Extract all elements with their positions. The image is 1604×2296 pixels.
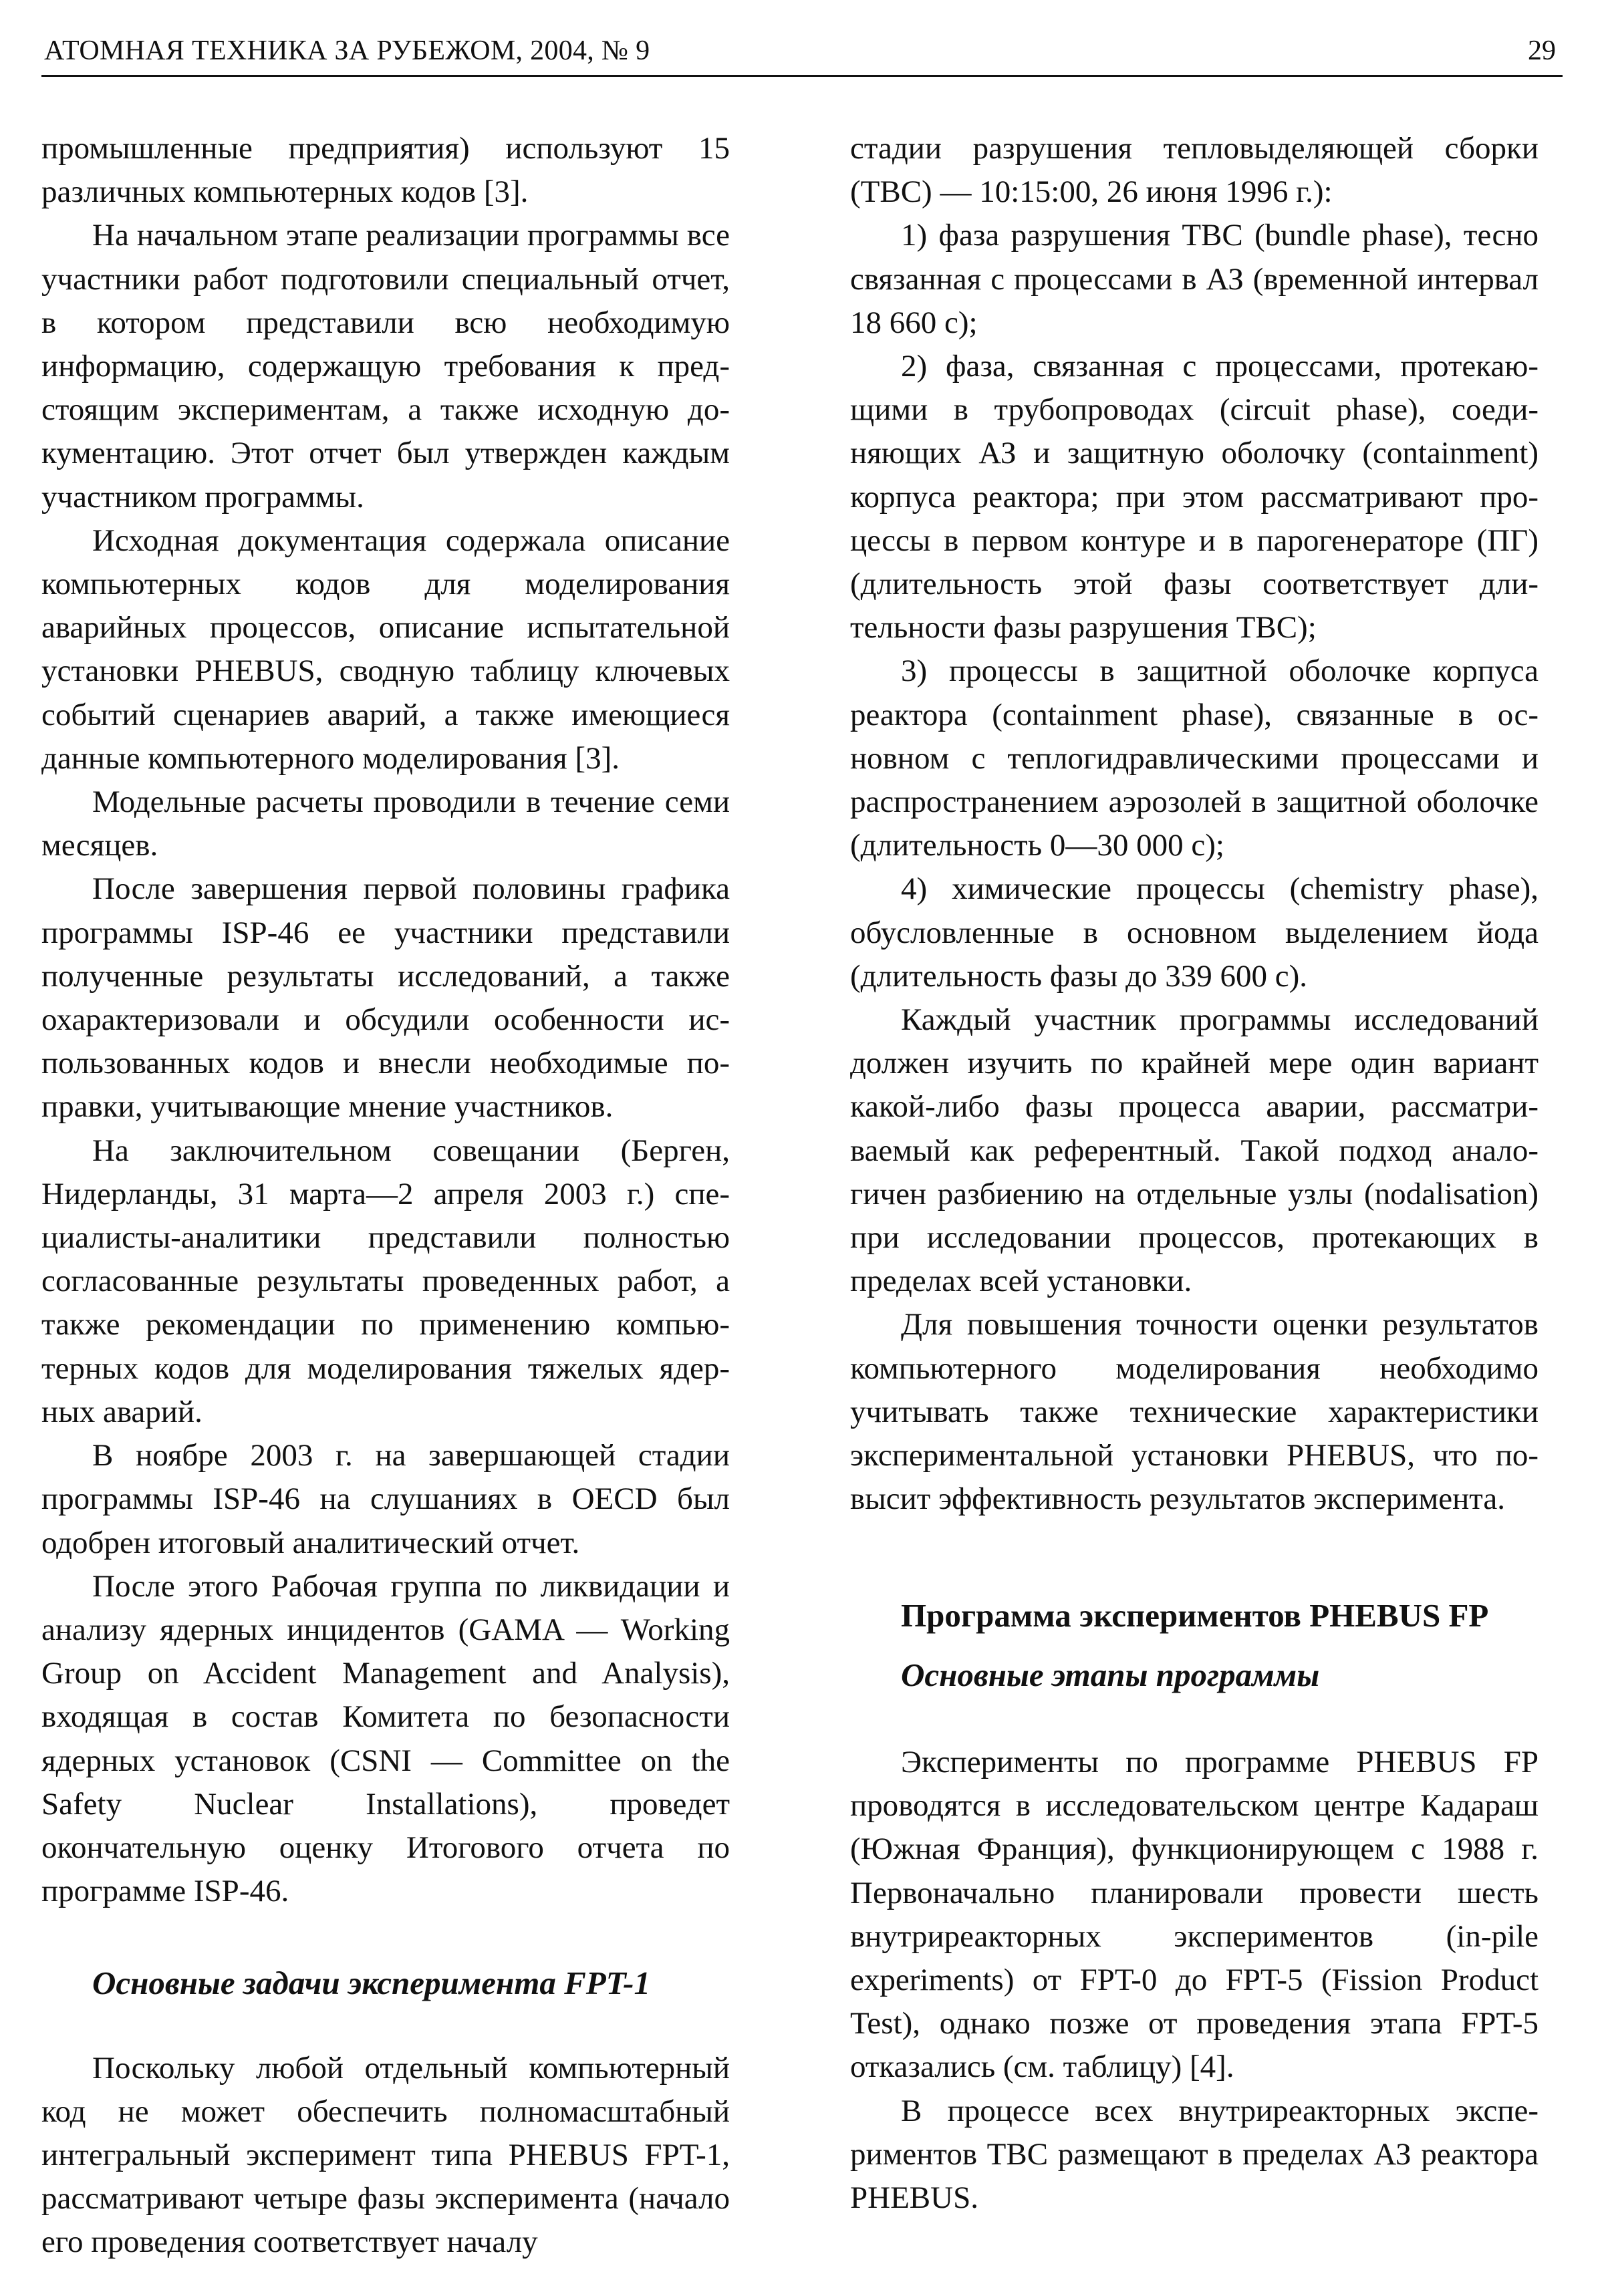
paragraph: Модельные расчеты проводили в течение семи месяцев. bbox=[41, 784, 730, 863]
paragraph: После завершения первой половины графика программы ISP-46 ее участники представили полученные результаты исследований, а также охарактеризовали и обсудили особенности использованных кодов и внесли необходимые поправки, учитывающие мнение участников. bbox=[41, 871, 730, 1125]
paragraph: После этого Рабочая группа по ликвидации и анализу ядерных инцидентов (GAMA — Working Group on Accident Management and Analysis), входящая в состав Комитета по безопасности ядерных установок (CSNI — Committee on the Safety Nuclear Installations), проведет окончательную оценку Итогового отчета по программе ISP-46. bbox=[41, 1568, 730, 1909]
paragraph: Для повышения точности оценки результатов компьютерного моделирования необходимо учитывать также технические характеристики экспериментальной установки PHEBUS, что повысит эффективность результатов эксперимента. bbox=[850, 1307, 1539, 1517]
paragraph: В ноябре 2003 г. на завершающей стадии программы ISP-46 на слушаниях в OECD был одобрен итоговый аналитический отчет. bbox=[41, 1438, 730, 1560]
paragraph: На заключительном совещании (Берген, Нидерланды, 31 марта—2 апреля 2003 г.) специалисты-аналитики представили полностью согласованные результаты проведенных работ, а также рекомендации по применению компьютерных кодов для моделирования тяжелых ядерных аварий. bbox=[41, 1133, 730, 1429]
running-header bbox=[41, 32, 1563, 77]
paragraph: Эксперименты по программе PHEBUS FP проводятся в исследовательском центре Кадараш (Южная Франция), функционирующем с 1988 г. Первоначально планировали провести шесть внутриреакторных экспериментов (in-pile experiments) от FPT-0 до FPT-5 (Fission Product Test), однако позже от проведения этапа FPT-5 отказались (см. таблицу) [4]. bbox=[850, 1744, 1539, 2085]
list-item-phase-4: 4) химические процессы (chemistry phase), обусловленные в основном выделением йода (длительность фазы до 339 600 с). bbox=[850, 871, 1539, 994]
page-number: 29 bbox=[1528, 35, 1556, 66]
section-heading-phebus: Программа экспериментов PHEBUS FP bbox=[901, 1596, 1489, 1634]
list-item-phase-3: 3) процессы в защитной оболочке корпуса реактора (containment phase), связанные в основном с теплогидравлическими процессами и распространением аэрозолей в защитной оболочке (длительность 0—30 000 с); bbox=[850, 654, 1539, 863]
paragraph: Каждый участник программы исследований должен изучить по крайней мере один вариант какой-либо фазы процесса аварии, рассматриваемый как референтный. Такой подход аналогичен разбиению на отдельные узлы (nodalisation) при исследовании процессов, протекающих в пределах всей установки. bbox=[850, 1002, 1539, 1299]
right-column bbox=[850, 127, 1539, 2265]
subsection-heading-fpt1: Основные задачи эксперимента FPT-1 bbox=[92, 1965, 650, 2002]
paragraph: На начальном этапе реализации программы все участники работ подготовили специальный отчет, в котором представили всю необходимую информацию, содержащую требования к предстоящим экспериментам, а также исходную документацию. Этот отчет был утвержден каждым участником программы. bbox=[41, 218, 730, 515]
list-item-phase-1: 1) фаза разрушения ТВС (bundle phase), тесно связанная с процессами в АЗ (временной интервал 18 660 с); bbox=[850, 218, 1539, 340]
paragraph: Исходная документация содержала описание компьютерных кодов для моделирования аварийных процессов, описание испытательной установки PHEBUS, сводную таблицу ключевых событий сценариев аварий, а также имеющиеся данные компьютерного моделирования [3]. bbox=[41, 523, 730, 776]
paragraph: В процессе всех внутриреакторных экспериментов ТВС размещают в пределах АЗ реактора PHEBUS. bbox=[850, 2093, 1539, 2215]
paragraph-continued: стадии разрушения тепловыделяющей сборки (ТВС) — 10:15:00, 26 июня 1996 г.): bbox=[850, 131, 1539, 210]
journal-title: АТОМНАЯ ТЕХНИКА ЗА РУБЕЖОМ, 2004, № 9 bbox=[44, 35, 650, 66]
left-column bbox=[41, 127, 730, 2265]
paragraph: Поскольку любой отдельный компьютерный код не может обеспечить полномасштабный интегральный эксперимент типа PHEBUS FPT-1, рассматривают четыре фазы эксперимента (начало его проведения соответствует началу bbox=[41, 2050, 730, 2260]
subsection-heading-stages: Основные этапы программы bbox=[901, 1656, 1320, 1693]
list-item-phase-2: 2) фаза, связанная с процессами, протекающими в трубопроводах (circuit phase), соединяющих АЗ и защитную оболочку (containment) корпуса реактора; при этом рассматривают процессы в первом контуре и в парогенераторе (ПГ) (длительность этой фазы соответствует длительности фазы разрушения ТВС); bbox=[850, 349, 1539, 645]
paragraph-continued: промышленные предприятия) используют 15 различных компьютерных кодов [3]. bbox=[41, 131, 730, 210]
